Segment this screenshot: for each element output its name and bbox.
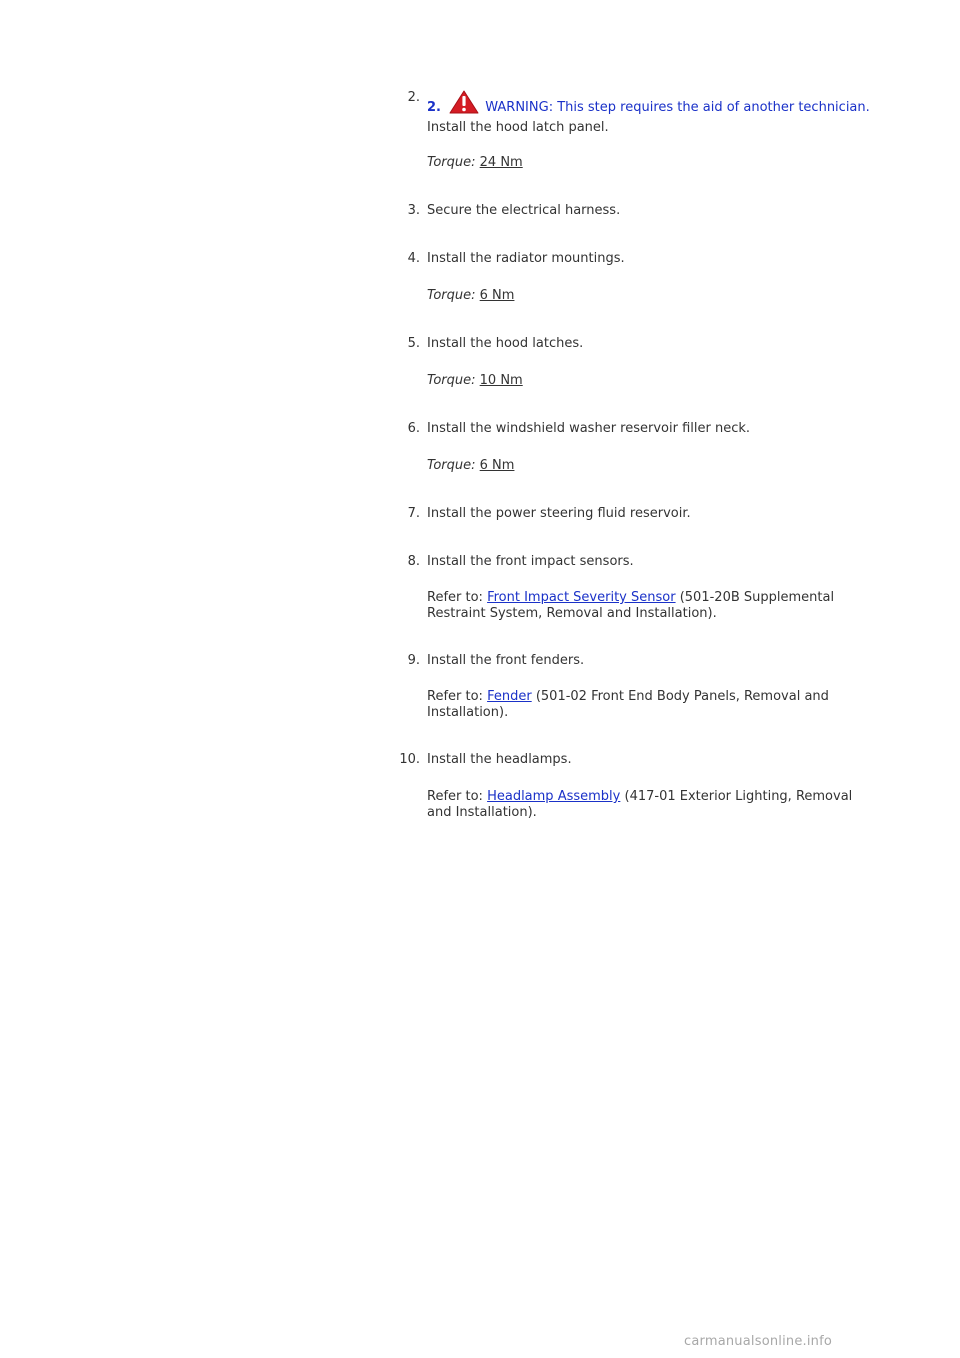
torque-label: Torque: (427, 155, 476, 170)
warning-text: WARNING: This step requires the aid of another technician. (485, 100, 870, 115)
step-10-reference (427, 789, 897, 821)
refer-to-label: Refer to: (427, 590, 483, 605)
refer-to-label: Refer to: (427, 789, 483, 804)
fender-link[interactable]: Fender (487, 689, 532, 704)
step-number: 5. (407, 336, 420, 351)
step-9-reference (427, 689, 897, 721)
step-text: Install the windshield washer reservoir filler neck. (427, 421, 751, 436)
step-8 (407, 554, 897, 570)
torque-value: 24 Nm (479, 155, 523, 170)
step-number: 2. (407, 90, 420, 105)
step-2-torque (427, 155, 897, 171)
step-10 (399, 752, 897, 768)
warning-line (427, 90, 897, 119)
torque-label: Torque: (427, 458, 476, 473)
torque-label: Torque: (427, 288, 476, 303)
step-text: Install the hood latches. (427, 336, 584, 351)
step-number: 7. (407, 506, 420, 521)
step-number: 6. (407, 421, 420, 436)
refer-suffix-continued: Restraint System, Removal and Installation). (427, 606, 717, 621)
step-text: Install the power steering fluid reservoir. (427, 506, 691, 521)
step-number: 4. (407, 251, 420, 266)
step-8-reference (427, 590, 897, 622)
step-number: 9. (407, 653, 420, 668)
step-number: 10. (399, 752, 420, 767)
step-text: Install the front fenders. (427, 653, 585, 668)
step-text: Install the radiator mountings. (427, 251, 625, 266)
step-3 (407, 203, 897, 219)
step-text: Install the hood latch panel. (427, 120, 609, 135)
headlamp-assembly-link[interactable]: Headlamp Assembly (487, 789, 621, 804)
step-text: Install the front impact sensors. (427, 554, 634, 569)
step-4 (407, 251, 897, 267)
step-7 (407, 506, 897, 522)
refer-suffix: (417-01 Exterior Lighting, Removal (624, 789, 853, 804)
step-5 (407, 336, 897, 352)
refer-to-label: Refer to: (427, 689, 483, 704)
step-number: 8. (407, 554, 420, 569)
warning-step-number: 2. (427, 100, 441, 115)
torque-value: 6 Nm (479, 458, 515, 473)
step-number: 3. (407, 203, 420, 218)
step-5-torque (427, 373, 897, 389)
warning-triangle-icon (449, 90, 479, 119)
step-4-torque (427, 288, 897, 304)
step-text: Install the headlamps. (427, 752, 572, 767)
step-text: Secure the electrical harness. (427, 203, 621, 218)
torque-label: Torque: (427, 373, 476, 388)
step-2 (407, 90, 897, 119)
refer-suffix: (501-20B Supplemental (679, 590, 835, 605)
refer-suffix-continued: and Installation). (427, 805, 537, 820)
step-6-torque (427, 458, 897, 474)
step-2-body (427, 120, 897, 136)
refer-suffix-continued: Installation). (427, 705, 509, 720)
front-impact-severity-sensor-link[interactable]: Front Impact Severity Sensor (487, 590, 676, 605)
step-9 (407, 653, 897, 669)
watermark: carmanualsonline.info (684, 1334, 833, 1349)
torque-value: 6 Nm (479, 288, 515, 303)
torque-value: 10 Nm (479, 373, 523, 388)
refer-suffix: (501-02 Front End Body Panels, Removal and (535, 689, 829, 704)
step-6 (407, 421, 897, 437)
